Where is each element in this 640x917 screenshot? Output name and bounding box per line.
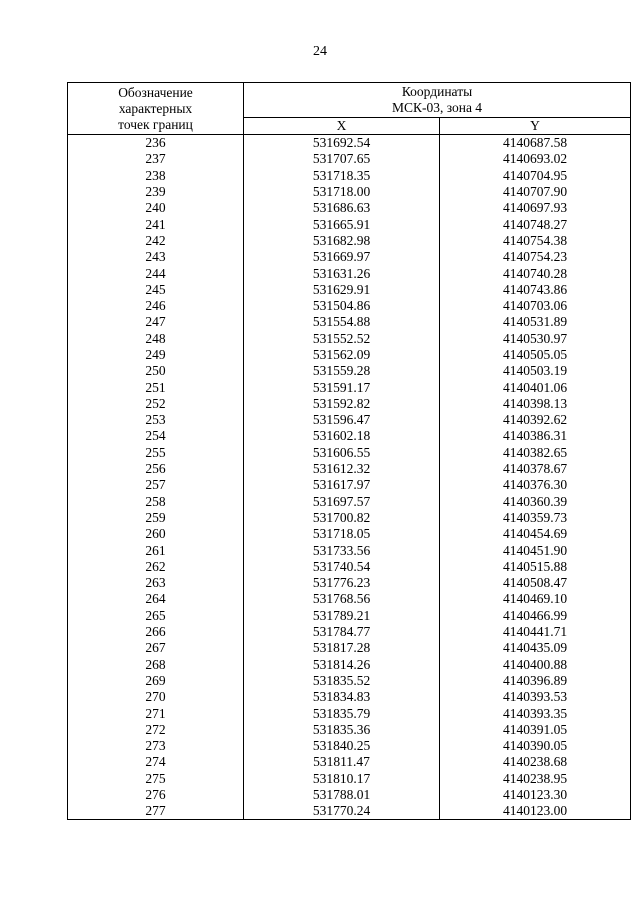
table-row (68, 689, 631, 705)
point-number-cell: 265 (68, 608, 244, 624)
y-coordinate-cell: 4140505.05 (440, 347, 631, 363)
y-coordinate-cell: 4140238.95 (440, 771, 631, 787)
y-coordinate-cell: 4140697.93 (440, 200, 631, 216)
table-row (68, 314, 631, 330)
y-coordinate-cell: 4140466.99 (440, 608, 631, 624)
table-row (68, 673, 631, 689)
y-coordinate-cell: 4140754.23 (440, 249, 631, 265)
y-coordinate-cell: 4140391.05 (440, 722, 631, 738)
point-number-cell: 252 (68, 396, 244, 412)
x-coordinate-cell: 531834.83 (244, 689, 440, 705)
table-row (68, 542, 631, 558)
point-number-cell: 248 (68, 331, 244, 347)
x-coordinate-cell: 531700.82 (244, 510, 440, 526)
point-number-cell: 277 (68, 803, 244, 820)
point-number-cell: 244 (68, 265, 244, 281)
table-row (68, 265, 631, 281)
coordinates-table (67, 82, 631, 820)
point-number-cell: 276 (68, 787, 244, 803)
y-coordinate-cell: 4140386.31 (440, 428, 631, 444)
coord-header-line-2: МСК-03, зона 4 (391, 100, 483, 115)
y-coordinate-cell: 4140743.86 (440, 282, 631, 298)
y-coordinate-cell: 4140687.58 (440, 135, 631, 152)
x-coordinate-cell: 531770.24 (244, 803, 440, 820)
table-row (68, 803, 631, 820)
x-coordinate-cell: 531692.54 (244, 135, 440, 152)
x-coordinate-cell: 531733.56 (244, 542, 440, 558)
x-coordinate-cell: 531789.21 (244, 608, 440, 624)
table-row (68, 379, 631, 395)
table-row (68, 771, 631, 787)
point-number-cell: 241 (68, 216, 244, 232)
point-number-cell: 246 (68, 298, 244, 314)
x-coordinate-cell: 531707.65 (244, 151, 440, 167)
table-row (68, 657, 631, 673)
y-coordinate-cell: 4140703.06 (440, 298, 631, 314)
x-coordinate-cell: 531740.54 (244, 559, 440, 575)
table-row (68, 705, 631, 721)
point-number-cell: 236 (68, 135, 244, 152)
y-coordinate-cell: 4140508.47 (440, 575, 631, 591)
y-coordinate-cell: 4140441.71 (440, 624, 631, 640)
x-coordinate-cell: 531817.28 (244, 640, 440, 656)
y-coordinate-cell: 4140123.00 (440, 803, 631, 820)
y-coordinate-cell: 4140707.90 (440, 184, 631, 200)
x-coordinate-cell: 531552.52 (244, 331, 440, 347)
point-number-cell: 243 (68, 249, 244, 265)
table-row (68, 396, 631, 412)
y-coordinate-cell: 4140530.97 (440, 331, 631, 347)
table-row (68, 510, 631, 526)
table-row (68, 461, 631, 477)
x-coordinate-cell: 531631.26 (244, 265, 440, 281)
x-coordinate-cell: 531835.52 (244, 673, 440, 689)
table-row (68, 298, 631, 314)
point-number-cell: 269 (68, 673, 244, 689)
y-coordinate-cell: 4140754.38 (440, 233, 631, 249)
point-number-cell: 255 (68, 445, 244, 461)
point-number-cell: 247 (68, 314, 244, 330)
point-number-cell: 240 (68, 200, 244, 216)
y-coordinate-cell: 4140378.67 (440, 461, 631, 477)
y-column-header: Y (440, 118, 631, 135)
x-coordinate-cell: 531835.36 (244, 722, 440, 738)
x-coordinate-cell: 531606.55 (244, 445, 440, 461)
y-coordinate-cell: 4140531.89 (440, 314, 631, 330)
table-row (68, 738, 631, 754)
point-number-cell: 268 (68, 657, 244, 673)
point-number-cell: 275 (68, 771, 244, 787)
x-coordinate-cell: 531602.18 (244, 428, 440, 444)
y-coordinate-cell: 4140451.90 (440, 542, 631, 558)
point-number-cell: 250 (68, 363, 244, 379)
table-row (68, 608, 631, 624)
point-number-cell: 251 (68, 379, 244, 395)
y-coordinate-cell: 4140400.88 (440, 657, 631, 673)
point-designation-header (68, 83, 244, 135)
y-coordinate-cell: 4140376.30 (440, 477, 631, 493)
x-coordinate-cell: 531718.35 (244, 168, 440, 184)
point-number-cell: 242 (68, 233, 244, 249)
point-header-line-3: точек границ (118, 116, 193, 132)
y-coordinate-cell: 4140359.73 (440, 510, 631, 526)
x-coordinate-cell: 531835.79 (244, 705, 440, 721)
table-row (68, 526, 631, 542)
table-row (68, 787, 631, 803)
y-coordinate-cell: 4140382.65 (440, 445, 631, 461)
page-number: 24 (313, 44, 327, 59)
point-number-cell: 253 (68, 412, 244, 428)
table-row (68, 200, 631, 216)
point-number-cell: 260 (68, 526, 244, 542)
point-number-cell: 249 (68, 347, 244, 363)
y-coordinate-cell: 4140401.06 (440, 379, 631, 395)
point-number-cell: 254 (68, 428, 244, 444)
point-number-cell: 262 (68, 559, 244, 575)
y-coordinate-cell: 4140503.19 (440, 363, 631, 379)
point-number-cell: 263 (68, 575, 244, 591)
x-coordinate-cell: 531718.00 (244, 184, 440, 200)
table-row (68, 428, 631, 444)
point-number-cell: 238 (68, 168, 244, 184)
x-coordinate-cell: 531504.86 (244, 298, 440, 314)
point-header-line-1: Обозначение (118, 84, 193, 100)
coordinates-header (244, 83, 631, 118)
x-coordinate-cell: 531612.32 (244, 461, 440, 477)
x-coordinate-cell: 531784.77 (244, 624, 440, 640)
table-row (68, 282, 631, 298)
table-row (68, 494, 631, 510)
y-coordinate-cell: 4140238.68 (440, 754, 631, 770)
table-row (68, 624, 631, 640)
table-row (68, 591, 631, 607)
y-coordinate-cell: 4140748.27 (440, 216, 631, 232)
x-coordinate-cell: 531559.28 (244, 363, 440, 379)
y-coordinate-cell: 4140392.62 (440, 412, 631, 428)
x-coordinate-cell: 531596.47 (244, 412, 440, 428)
point-number-cell: 261 (68, 542, 244, 558)
x-coordinate-cell: 531788.01 (244, 787, 440, 803)
table-row (68, 184, 631, 200)
y-coordinate-cell: 4140693.02 (440, 151, 631, 167)
point-number-cell: 271 (68, 705, 244, 721)
y-coordinate-cell: 4140393.35 (440, 705, 631, 721)
point-number-cell: 256 (68, 461, 244, 477)
coord-header-line-1: Координаты (401, 84, 473, 99)
point-number-cell: 267 (68, 640, 244, 656)
y-coordinate-cell: 4140360.39 (440, 494, 631, 510)
table-row (68, 233, 631, 249)
point-number-cell: 245 (68, 282, 244, 298)
x-coordinate-cell: 531562.09 (244, 347, 440, 363)
x-coordinate-cell: 531669.97 (244, 249, 440, 265)
x-coordinate-cell: 531665.91 (244, 216, 440, 232)
point-number-cell: 258 (68, 494, 244, 510)
y-coordinate-cell: 4140704.95 (440, 168, 631, 184)
table-row (68, 722, 631, 738)
y-coordinate-cell: 4140398.13 (440, 396, 631, 412)
x-coordinate-cell: 531686.63 (244, 200, 440, 216)
table-row (68, 347, 631, 363)
point-header-line-2: характерных (118, 100, 193, 116)
point-number-cell: 274 (68, 754, 244, 770)
x-coordinate-cell: 531592.82 (244, 396, 440, 412)
x-coordinate-cell: 531811.47 (244, 754, 440, 770)
table-row (68, 559, 631, 575)
point-number-cell: 273 (68, 738, 244, 754)
y-coordinate-cell: 4140390.05 (440, 738, 631, 754)
table-row (68, 151, 631, 167)
x-coordinate-cell: 531554.88 (244, 314, 440, 330)
point-number-cell: 270 (68, 689, 244, 705)
x-coordinate-cell: 531840.25 (244, 738, 440, 754)
table-row (68, 363, 631, 379)
table-row (68, 412, 631, 428)
table-row (68, 249, 631, 265)
x-coordinate-cell: 531629.91 (244, 282, 440, 298)
y-coordinate-cell: 4140454.69 (440, 526, 631, 542)
x-coordinate-cell: 531617.97 (244, 477, 440, 493)
table-row (68, 168, 631, 184)
table-row (68, 445, 631, 461)
x-coordinate-cell: 531718.05 (244, 526, 440, 542)
point-number-cell: 264 (68, 591, 244, 607)
x-column-header: X (244, 118, 440, 135)
x-coordinate-cell: 531776.23 (244, 575, 440, 591)
point-number-cell: 257 (68, 477, 244, 493)
table-row (68, 331, 631, 347)
point-number-cell: 237 (68, 151, 244, 167)
table-row (68, 135, 631, 152)
y-coordinate-cell: 4140123.30 (440, 787, 631, 803)
x-coordinate-cell: 531682.98 (244, 233, 440, 249)
y-coordinate-cell: 4140435.09 (440, 640, 631, 656)
x-coordinate-cell: 531591.17 (244, 379, 440, 395)
table-row (68, 477, 631, 493)
point-number-cell: 239 (68, 184, 244, 200)
y-coordinate-cell: 4140515.88 (440, 559, 631, 575)
point-number-cell: 259 (68, 510, 244, 526)
point-number-cell: 272 (68, 722, 244, 738)
table-row (68, 754, 631, 770)
x-coordinate-cell: 531814.26 (244, 657, 440, 673)
table-body (68, 135, 631, 820)
x-coordinate-cell: 531768.56 (244, 591, 440, 607)
table-row (68, 640, 631, 656)
y-coordinate-cell: 4140469.10 (440, 591, 631, 607)
x-coordinate-cell: 531697.57 (244, 494, 440, 510)
y-coordinate-cell: 4140740.28 (440, 265, 631, 281)
table-row (68, 575, 631, 591)
y-coordinate-cell: 4140393.53 (440, 689, 631, 705)
x-coordinate-cell: 531810.17 (244, 771, 440, 787)
y-coordinate-cell: 4140396.89 (440, 673, 631, 689)
point-number-cell: 266 (68, 624, 244, 640)
table-row (68, 216, 631, 232)
